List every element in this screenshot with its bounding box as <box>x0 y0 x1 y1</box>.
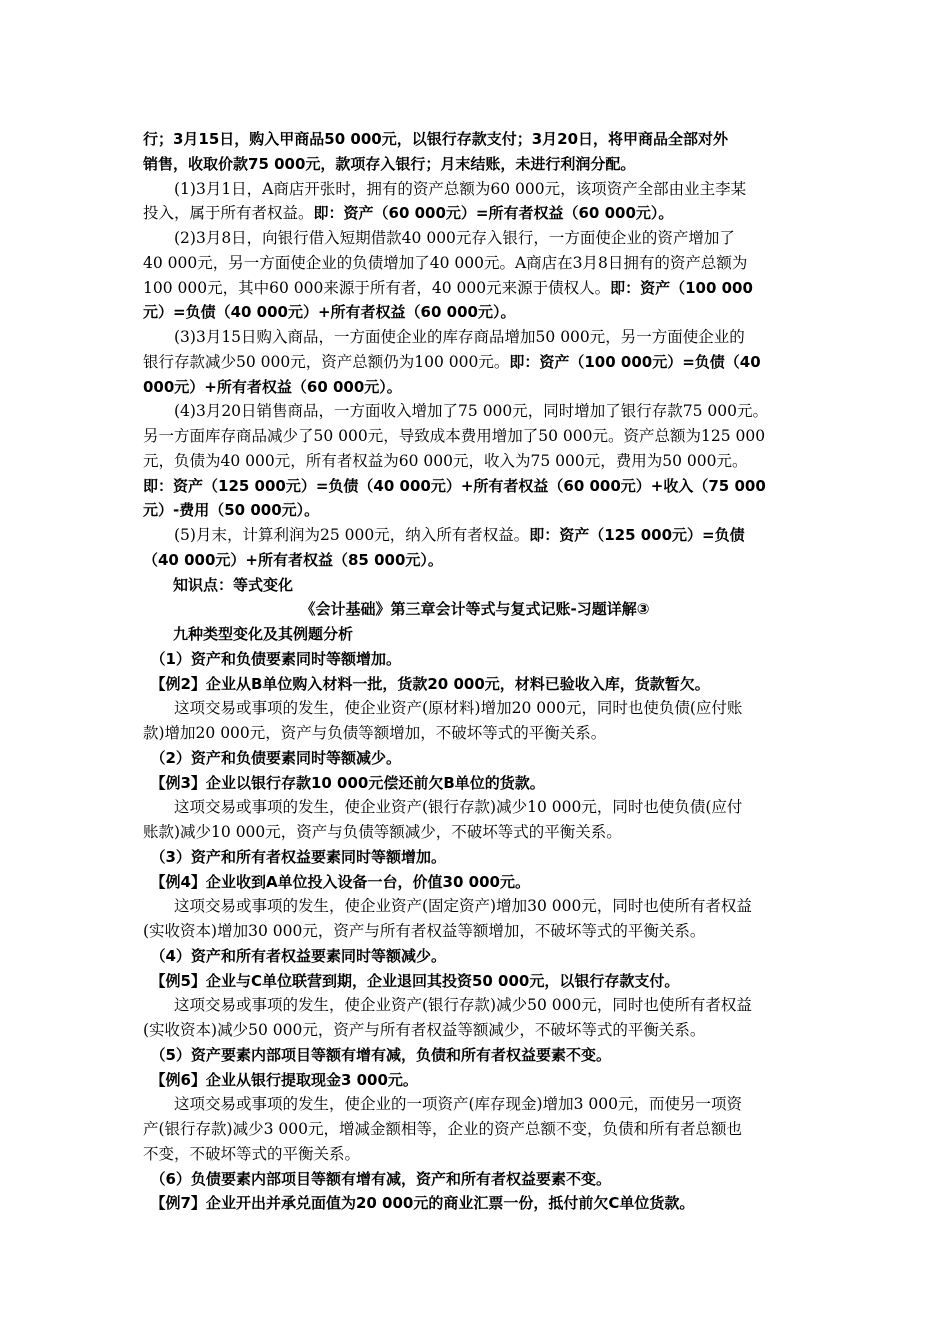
text-line <box>143 449 747 474</box>
text-line <box>143 1068 418 1093</box>
text-line <box>143 474 766 499</box>
text-line <box>143 944 446 969</box>
body-text: 这项交易或事项的发生，使企业资产(银行存款)减少50 000元，同时也使所有者权益 <box>143 996 752 1015</box>
bold-text: （1）资产和负债要素同时等额增加。 <box>143 649 401 668</box>
body-text: 款)增加20 000元，资产与负债等额增加，不破坏等式的平衡关系。 <box>143 724 607 742</box>
body-text: (1)3月1日，A商店开张时，拥有的资产总额为60 000元，该项资产全部由业主李某 <box>143 179 747 198</box>
text-line <box>143 177 746 202</box>
text-line <box>143 1167 611 1192</box>
text-line <box>143 771 545 796</box>
body-text: 这项交易或事项的发生，使企业资产(银行存款)减少10 000元，同时也使负债(应付 <box>143 798 743 817</box>
bold-text: （40 000元）+所有者权益（85 000元）。 <box>143 550 443 569</box>
body-text: 银行存款减少50 000元，资产总额仍为100 000元。 <box>143 352 510 371</box>
text-line <box>143 1117 742 1142</box>
body-text: (2)3月8日，向银行借入短期借款40 000元存入银行，一方面使企业的资产增加了 <box>143 229 735 247</box>
body-text: (实收资本)增加30 000元，资产与所有者权益等额增加，不破坏等式的平衡关系。 <box>143 922 706 940</box>
text-line <box>143 424 765 449</box>
bold-text: 即：资产（60 000元）=所有者权益（60 000元）。 <box>313 204 674 223</box>
body-text: 投入，属于所有者权益。 <box>143 204 314 223</box>
body-text: (4)3月20日销售商品，一方面收入增加了75 000元，同时增加了银行存款75 000元。 <box>143 402 769 421</box>
body-text: 100 000元，其中60 000来源于所有者，40 000元来源于债权人。 <box>143 278 611 297</box>
body-text: 不变，不破坏等式的平衡关系。 <box>143 1144 361 1163</box>
body-text: 这项交易或事项的发生，使企业的一项资产(库存现金)增加3 000元，而使另一项资 <box>143 1095 742 1114</box>
body-text: 这项交易或事项的发生，使企业资产(固定资产)增加30 000元，同时也使所有者权益 <box>143 897 752 916</box>
text-line <box>143 127 728 152</box>
bold-text: （4）资产和所有者权益要素同时等额减少。 <box>143 946 446 965</box>
bold-text: 【例4】企业收到A单位投入设备一台，价值30 000元。 <box>143 872 530 891</box>
text-line <box>143 746 401 771</box>
text-line <box>143 399 768 424</box>
bold-text: 元）=负债（40 000元）+所有者权益（60 000元）。 <box>143 303 516 322</box>
bold-text: 即：资产（100 000 <box>610 278 753 297</box>
bold-text: 【例5】企业与C单位联营到期，企业退回其投资50 000元，以银行存款支付。 <box>143 971 680 990</box>
bold-text: 九种类型变化及其例题分析 <box>143 625 354 643</box>
text-line <box>143 993 752 1018</box>
bold-text: 即：资产（125 000元）=负债（40 000元）+所有者权益（60 000元）+收入（75 000 <box>143 476 766 495</box>
text-line <box>143 845 446 870</box>
bold-text: （6）负债要素内部项目等额有增有减，资产和所有者权益要素不变。 <box>143 1169 611 1188</box>
bold-text: 知识点：等式变化 <box>143 575 294 594</box>
text-line <box>143 696 742 721</box>
body-text: 这项交易或事项的发生，使企业资产(原材料)增加20 000元，同时也使负债(应付账 <box>143 699 743 718</box>
text-line <box>143 201 673 226</box>
body-text: 元，负债为40 000元，所有者权益为60 000元，收入为75 000元，费用为50 000元。 <box>143 451 748 470</box>
text-line <box>143 894 752 919</box>
bold-text: （5）资产要素内部项目等额有增有减，负债和所有者权益要素不变。 <box>143 1045 611 1064</box>
text-line <box>143 226 735 251</box>
text-line <box>143 1043 611 1068</box>
bold-text: 即：资产（125 000元）=负债 <box>529 526 745 544</box>
bold-text: 000元）+所有者权益（60 000元）。 <box>143 377 402 396</box>
bold-text: 行；3月15日，购入甲商品50 000元，以银行存款支付；3月20日，将甲商品全部对外 <box>143 130 729 148</box>
text-line <box>143 375 402 400</box>
text-line <box>143 647 401 672</box>
text-line <box>143 300 515 325</box>
body-text: 40 000元，另一方面使企业的负债增加了40 000元。A商店在3月8日拥有的资产总额为 <box>143 253 748 272</box>
bold-text: （2）资产和负债要素同时等额减少。 <box>143 748 401 767</box>
text-line <box>143 276 753 301</box>
body-text: (3)3月15日购入商品，一方面使企业的库存商品增加50 000元，另一方面使企业的 <box>143 328 745 346</box>
text-line <box>143 820 622 845</box>
body-text: 另一方面库存商品减少了50 000元，导致成本费用增加了50 000元。资产总额为125 000 <box>143 427 766 445</box>
body-text: (5)月末，计算利润为25 000元，纳入所有者权益。 <box>143 526 530 544</box>
bold-text: 销售，收取价款75 000元，款项存入银行；月末结账，未进行利润分配。 <box>143 154 636 173</box>
text-line <box>143 573 293 598</box>
bold-text: 【例7】企业开出并承兑面值为20 000元的商业汇票一份，抵付前欠C单位货款。 <box>143 1194 695 1213</box>
text-line <box>143 622 353 647</box>
bold-text: 【例6】企业从银行提取现金3 000元。 <box>143 1070 418 1089</box>
bold-text: 即：资产（100 000元）=负债（40 <box>509 352 761 371</box>
text-line <box>143 350 761 375</box>
bold-text: 元）-费用（50 000元）。 <box>143 501 320 520</box>
section-title <box>0 597 950 622</box>
text-line <box>143 523 745 548</box>
text-line <box>143 1018 705 1043</box>
text-line <box>143 251 747 276</box>
body-text: 账款)减少10 000元，资产与负债等额减少，不破坏等式的平衡关系。 <box>143 823 622 841</box>
text-line <box>143 152 635 177</box>
bold-text: 【例3】企业以银行存款10 000元偿还前欠B单位的货款。 <box>143 773 545 792</box>
text-line <box>143 325 745 350</box>
text-line <box>143 548 443 573</box>
text-line <box>143 969 679 994</box>
text-line <box>143 870 530 895</box>
text-line <box>143 1142 360 1167</box>
body-text: (实收资本)减少50 000元，资产与所有者权益等额减少，不破坏等式的平衡关系。 <box>143 1021 706 1039</box>
text-line <box>143 795 742 820</box>
bold-text: 《会计基础》第三章会计等式与复式记账-习题详解③ <box>300 600 650 619</box>
text-line <box>143 672 710 697</box>
text-line <box>143 1191 694 1216</box>
text-line <box>143 721 606 746</box>
bold-text: （3）资产和所有者权益要素同时等额增加。 <box>143 847 446 866</box>
text-line <box>143 498 319 523</box>
bold-text: 【例2】企业从B单位购入材料一批，货款20 000元，材料已验收入库，货款暂欠。 <box>143 674 710 693</box>
text-line <box>143 919 705 944</box>
text-line <box>143 1092 742 1117</box>
body-text: 产(银行存款)减少3 000元，增减金额相等，企业的资产总额不变，负债和所有者总额也 <box>143 1120 742 1138</box>
